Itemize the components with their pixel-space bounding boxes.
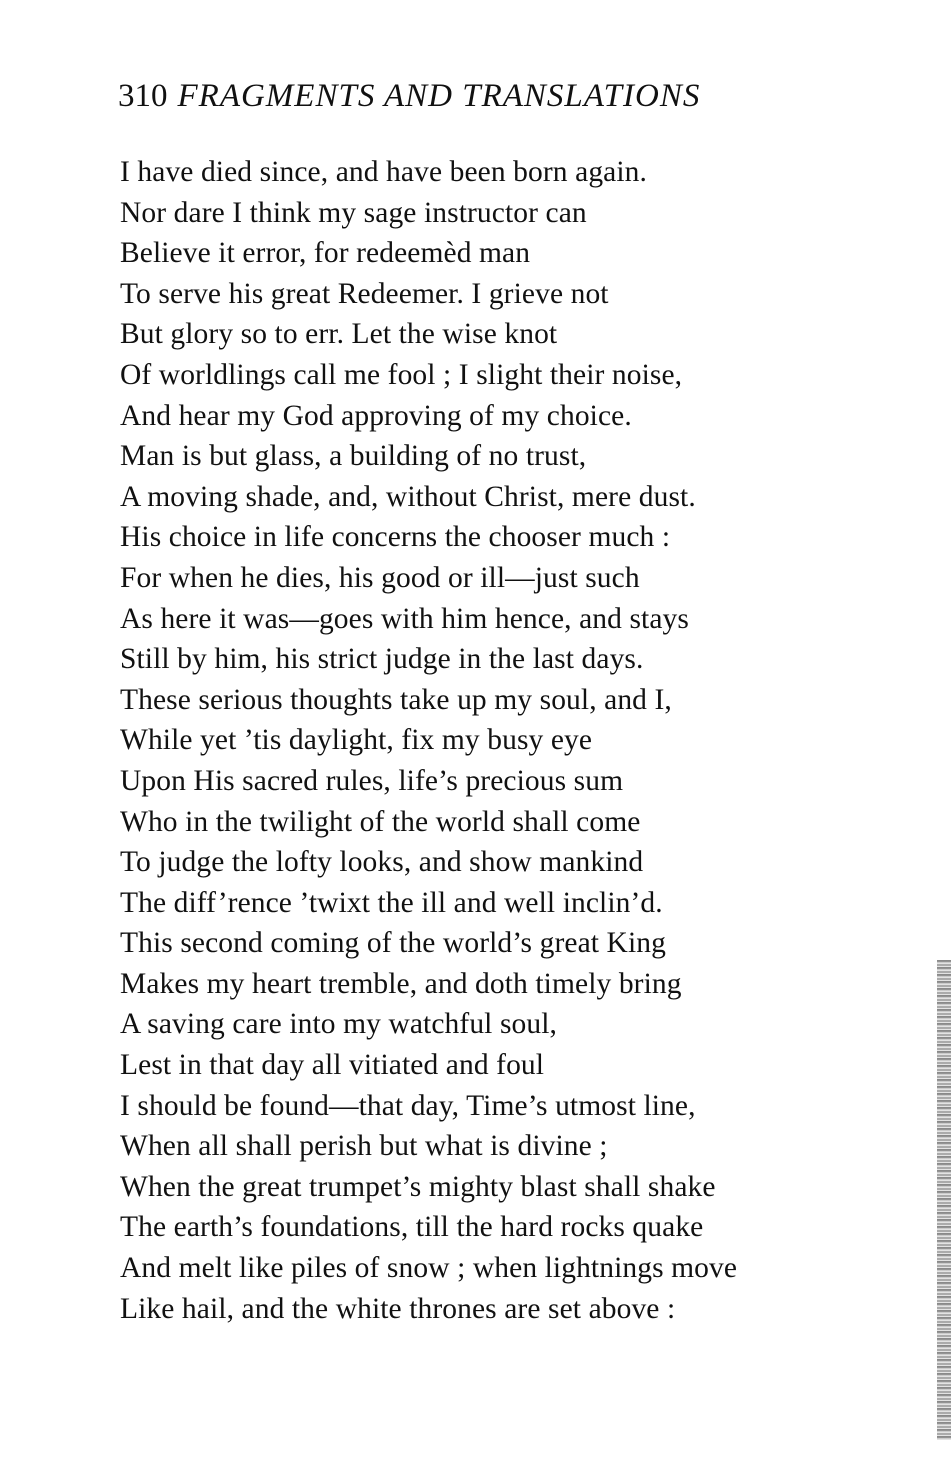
poem-line: Still by him, his strict judge in the last days.	[120, 643, 644, 676]
poem-line: Like hail, and the white thrones are set above :	[120, 1292, 676, 1325]
poem-line: Believe it error, for redeemèd man	[120, 237, 531, 270]
poem-body	[120, 152, 737, 1329]
poem-line: Nor dare I think my sage instructor can	[120, 196, 587, 229]
poem-line: This second coming of the world’s great King	[120, 927, 666, 960]
poem-line: The earth’s foundations, till the hard rocks quake	[120, 1211, 704, 1244]
poem-line: Man is but glass, a building of no trust,	[120, 440, 587, 473]
poem-line: To serve his great Redeemer. I grieve not	[120, 277, 609, 310]
poem-line: The diff’rence ’twixt the ill and well inclin’d.	[120, 886, 663, 919]
poem-line: His choice in life concerns the chooser much :	[120, 521, 671, 554]
poem-line: Of worldlings call me fool ; I slight their noise,	[120, 358, 683, 391]
poem-line: Upon His sacred rules, life’s precious sum	[120, 764, 624, 797]
poem-line: A saving care into my watchful soul,	[120, 1008, 557, 1041]
poem-line: As here it was—goes with him hence, and stays	[120, 602, 689, 635]
poem-line: I have died since, and have been born again.	[120, 156, 647, 188]
poem-line: Makes my heart tremble, and doth timely bring	[120, 967, 682, 1000]
poem-line: But glory so to err. Let the wise knot	[120, 318, 558, 351]
poem-line: A moving shade, and, without Christ, mere dust.	[120, 480, 696, 513]
poem-line: For when he dies, his good or ill—just such	[120, 561, 640, 594]
poem-line: And hear my God approving of my choice.	[120, 399, 632, 432]
poem-line: I should be found—that day, Time’s utmost line,	[120, 1089, 696, 1122]
poem-line: Who in the twilight of the world shall come	[120, 805, 641, 838]
poem-line: Lest in that day all vitiated and foul	[120, 1049, 545, 1082]
poem-line: To judge the lofty looks, and show mankind	[120, 846, 644, 879]
poem-line: And melt like piles of snow ; when lightnings move	[120, 1252, 738, 1285]
page-header	[118, 74, 700, 118]
poem-line: When all shall perish but what is divine ;	[120, 1130, 608, 1163]
poem-line: These serious thoughts take up my soul, and I,	[120, 683, 672, 716]
page-edge-shadow	[937, 960, 951, 1440]
page-number: 310	[118, 78, 168, 114]
poem-line: When the great trumpet’s mighty blast shall shake	[120, 1170, 716, 1203]
poem-line: While yet ’tis daylight, fix my busy eye	[120, 724, 593, 757]
running-title: FRAGMENTS AND TRANSLATIONS	[177, 78, 701, 114]
